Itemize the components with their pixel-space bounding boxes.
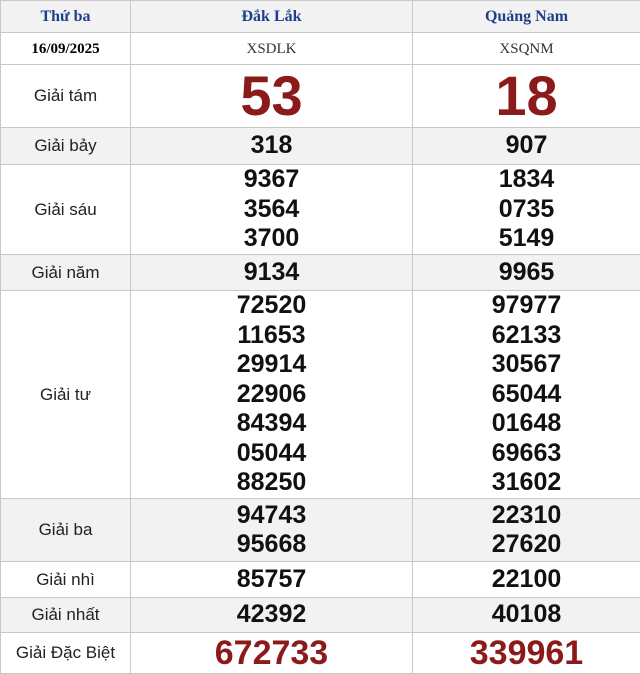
- date-cell: [1, 33, 131, 65]
- qnm-numbers-cell: [413, 633, 640, 674]
- prize-row-g5: [1, 255, 640, 291]
- dlk-numbers-cell: [131, 499, 413, 562]
- dlk-numbers-cell: [131, 562, 413, 598]
- prize-number: 85757: [131, 565, 412, 595]
- dlk-numbers-cell: [131, 128, 413, 165]
- prize-row-g4: [1, 291, 640, 499]
- prize-number: 9965: [413, 258, 640, 288]
- qnm-numbers-cell: [413, 65, 640, 128]
- code-qnm: XSQNM: [499, 41, 553, 57]
- prize-label: Giải tám: [34, 86, 97, 105]
- province-qnm-link[interactable]: Quảng Nam: [485, 8, 568, 25]
- qnm-numbers-cell: [413, 598, 640, 633]
- province-qnm-cell[interactable]: [413, 1, 640, 33]
- prize-number: 97977: [413, 291, 640, 321]
- prize-number: 18: [413, 67, 640, 125]
- prize-row-g8: [1, 65, 640, 128]
- province-dlk-cell[interactable]: [131, 1, 413, 33]
- dlk-numbers-cell: [131, 65, 413, 128]
- prize-number: 22906: [131, 380, 412, 410]
- prize-number: 22100: [413, 565, 640, 595]
- prize-label: Giải sáu: [34, 200, 96, 219]
- prize-number: 1834: [413, 165, 640, 195]
- dlk-numbers-cell: [131, 165, 413, 255]
- qnm-numbers-cell: [413, 165, 640, 255]
- prize-label: Giải năm: [31, 263, 99, 282]
- prize-number: 30567: [413, 350, 640, 380]
- prize-label-cell: [1, 291, 131, 499]
- prize-number: 01648: [413, 409, 640, 439]
- header-row: [1, 1, 640, 33]
- prize-number: 40108: [413, 600, 640, 630]
- prize-number: 22310: [413, 501, 640, 531]
- prize-label-cell: [1, 165, 131, 255]
- weekday-label: Thứ ba: [40, 8, 90, 25]
- prize-label-cell: [1, 255, 131, 291]
- code-dlk-cell: [131, 33, 413, 65]
- prize-row-g2: [1, 562, 640, 598]
- prize-number: 72520: [131, 291, 412, 321]
- code-dlk: XSDLK: [246, 41, 296, 57]
- prize-number: 62133: [413, 321, 640, 351]
- province-dlk-link[interactable]: Đắk Lắk: [241, 8, 301, 25]
- prize-number: 318: [131, 131, 412, 161]
- prize-number: 94743: [131, 501, 412, 531]
- prize-number: 3564: [131, 195, 412, 225]
- prize-row-g6: [1, 165, 640, 255]
- prize-label: Giải tư: [40, 385, 91, 404]
- special-prize-number: 672733: [131, 634, 412, 672]
- qnm-numbers-cell: [413, 562, 640, 598]
- dlk-numbers-cell: [131, 255, 413, 291]
- prize-label-cell: [1, 128, 131, 165]
- date-row: [1, 33, 640, 65]
- prize-row-g1: [1, 598, 640, 633]
- qnm-numbers-cell: [413, 128, 640, 165]
- prize-label-cell: [1, 598, 131, 633]
- qnm-numbers-cell: [413, 499, 640, 562]
- prize-label: Giải bảy: [34, 136, 96, 155]
- dlk-numbers-cell: [131, 291, 413, 499]
- prize-number: 5149: [413, 224, 640, 254]
- prize-number: 27620: [413, 530, 640, 560]
- prize-row-g7: [1, 128, 640, 165]
- draw-date: 16/09/2025: [31, 41, 99, 57]
- prize-number: 9134: [131, 258, 412, 288]
- prize-label: Giải nhất: [31, 605, 99, 624]
- prize-row-special: [1, 633, 640, 674]
- prize-number: 42392: [131, 600, 412, 630]
- qnm-numbers-cell: [413, 255, 640, 291]
- prize-number: 907: [413, 131, 640, 161]
- prize-number: 53: [131, 67, 412, 125]
- prize-number: 29914: [131, 350, 412, 380]
- prize-number: 84394: [131, 409, 412, 439]
- prize-number: 65044: [413, 380, 640, 410]
- prize-number: 31602: [413, 468, 640, 498]
- prize-number: 3700: [131, 224, 412, 254]
- prize-number: 69663: [413, 439, 640, 469]
- prize-label: Giải ba: [39, 520, 93, 539]
- dlk-numbers-cell: [131, 633, 413, 674]
- prize-label-cell: [1, 562, 131, 598]
- prize-number: 05044: [131, 439, 412, 469]
- code-qnm-cell: [413, 33, 640, 65]
- prize-number: 95668: [131, 530, 412, 560]
- prize-label-cell: [1, 633, 131, 674]
- prize-label-cell: [1, 499, 131, 562]
- prize-number: 9367: [131, 165, 412, 195]
- special-prize-number: 339961: [413, 634, 640, 672]
- prize-row-g3: [1, 499, 640, 562]
- prize-number: 0735: [413, 195, 640, 225]
- prize-number: 88250: [131, 468, 412, 498]
- qnm-numbers-cell: [413, 291, 640, 499]
- prize-label: Giải Đặc Biệt: [16, 643, 115, 662]
- dlk-numbers-cell: [131, 598, 413, 633]
- prize-label: Giải nhì: [36, 570, 95, 589]
- prize-label-cell: [1, 65, 131, 128]
- prize-number: 11653: [131, 321, 412, 351]
- weekday-cell: [1, 1, 131, 33]
